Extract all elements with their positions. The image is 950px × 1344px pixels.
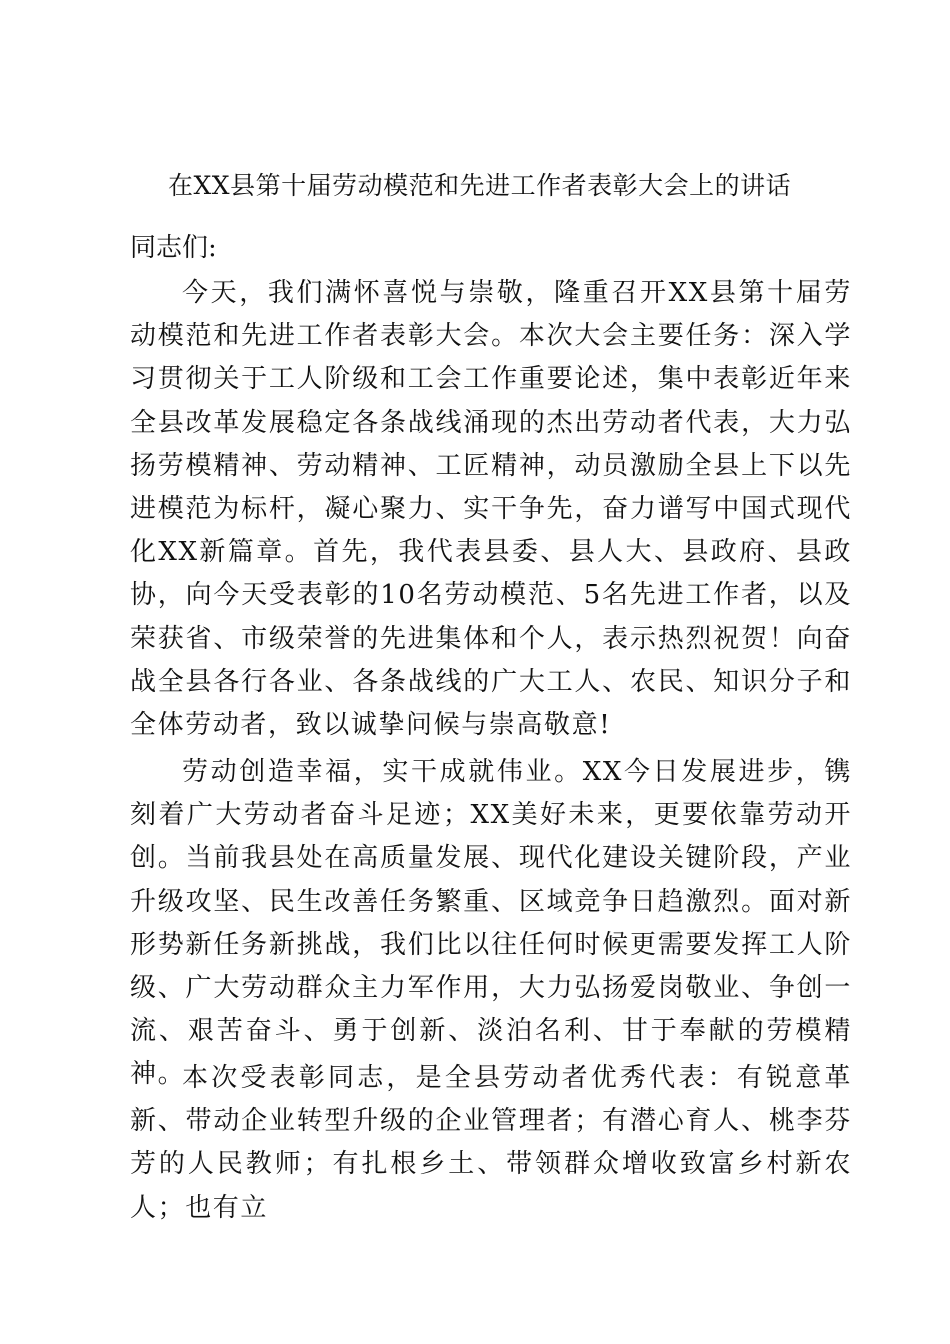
document-title: 在XX县第十届劳动模范和先进工作者表彰大会上的讲话	[168, 171, 792, 200]
paragraph-honorees: 本次受表彰同志，是全县劳动者优秀代表：有锐意革新、带动企业转型升级的企业管理者；有潜心育人、桃李芬芳的人民教师；有扎根乡土、带领群众增收致富乡村新农人；也有立	[130, 1063, 852, 1223]
greeting: 同志们:	[130, 233, 217, 263]
paragraph-labor: 劳动创造幸福，实干成就伟业。XX今日发展进步，镌刻着广大劳动者奋斗足迹；XX美好未来，更要依靠劳动开创。当前我县处在高质量发展、现代化建设关键阶段，产业升级攻坚、民生改善任务繁重、区域竞争日趋激烈。面对新形势新任务新挑战，我们比以往任何时候更需要发挥工人阶级、广大劳动群众主力军作用，大力弘扬爱岗敬业、争创一流、艰苦奋斗、勇于创新、淡泊名利、甘于奉献的劳模精神。	[130, 757, 852, 1090]
paragraph-opening: 今天，我们满怀喜悦与崇敬，隆重召开XX县第十届劳动模范和先进工作者表彰大会。本次大会主要任务：深入学习贯彻关于工人阶级和工会工作重要论述，集中表彰近年来全县改革发展稳定各条战线涌现的杰出劳动者代表，大力弘扬劳模精神、劳动精神、工匠精神，动员激励全县上下以先进模范为标杆，凝心聚力、实干争先，奋力谱写中国式现代化XX新篇章。首先，我代表县委、县人大、县政府、县政协，向今天受表彰的10名劳动模范、5名先进工作者，以及荣获省、市级荣誉的先进集体和个人，表示热烈祝贺！向奋战全县各行各业、各条战线的广大工人、农民、知识分子和全体劳动者，致以诚挚问候与崇高敬意!	[130, 278, 852, 741]
